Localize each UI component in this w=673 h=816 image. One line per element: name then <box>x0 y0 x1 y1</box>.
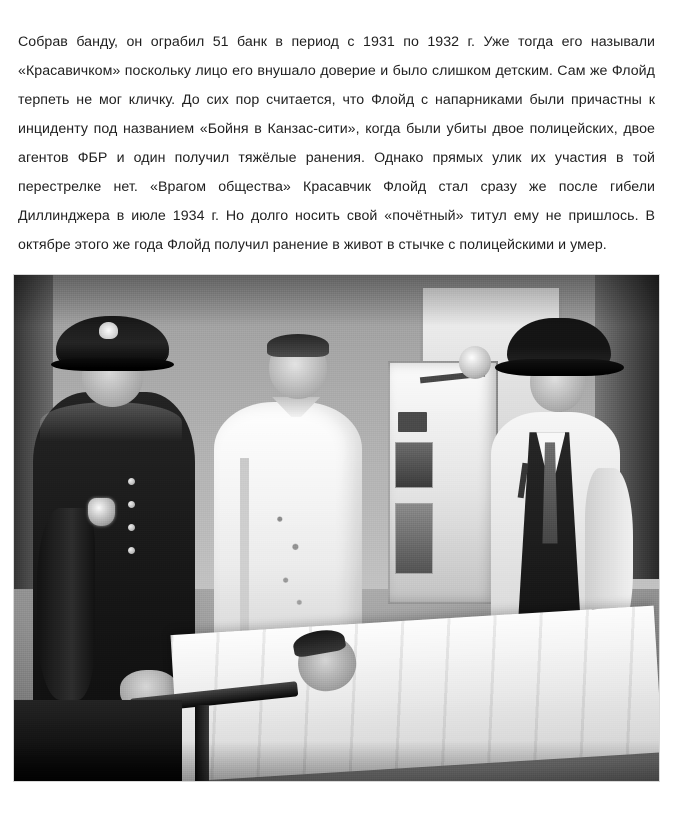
article-photo-figure <box>13 274 660 782</box>
article-paragraph: Собрав банду, он ограбил 51 банк в период с 1931 по 1932 г. Уже тогда его называли «Красавичком» поскольку лицо его внушало доверие и было слишком детским. Сам же Флойд терпеть не мог кличку. До сих пор считается, что Флойд с напарниками были причастны к инциденту под названием «Бойня в Канзас-сити», когда были убиты двое полицейских, двое агентов ФБР и один получил тяжёлые ранения. Однако прямых улик их участия в той перестрелке нет. «Врагом общества» Красавчик Флойд стал сразу же после гибели Диллинджера в июле 1934 г. Но долго носить свой «почётный» титул ему не пришлось. В октябре этого же года Флойд получил ранение в живот в стычке с полицейскими и умер. <box>18 34 655 254</box>
historic-photograph <box>14 275 659 781</box>
article-page <box>0 14 673 816</box>
photo-film-grain <box>14 275 659 781</box>
